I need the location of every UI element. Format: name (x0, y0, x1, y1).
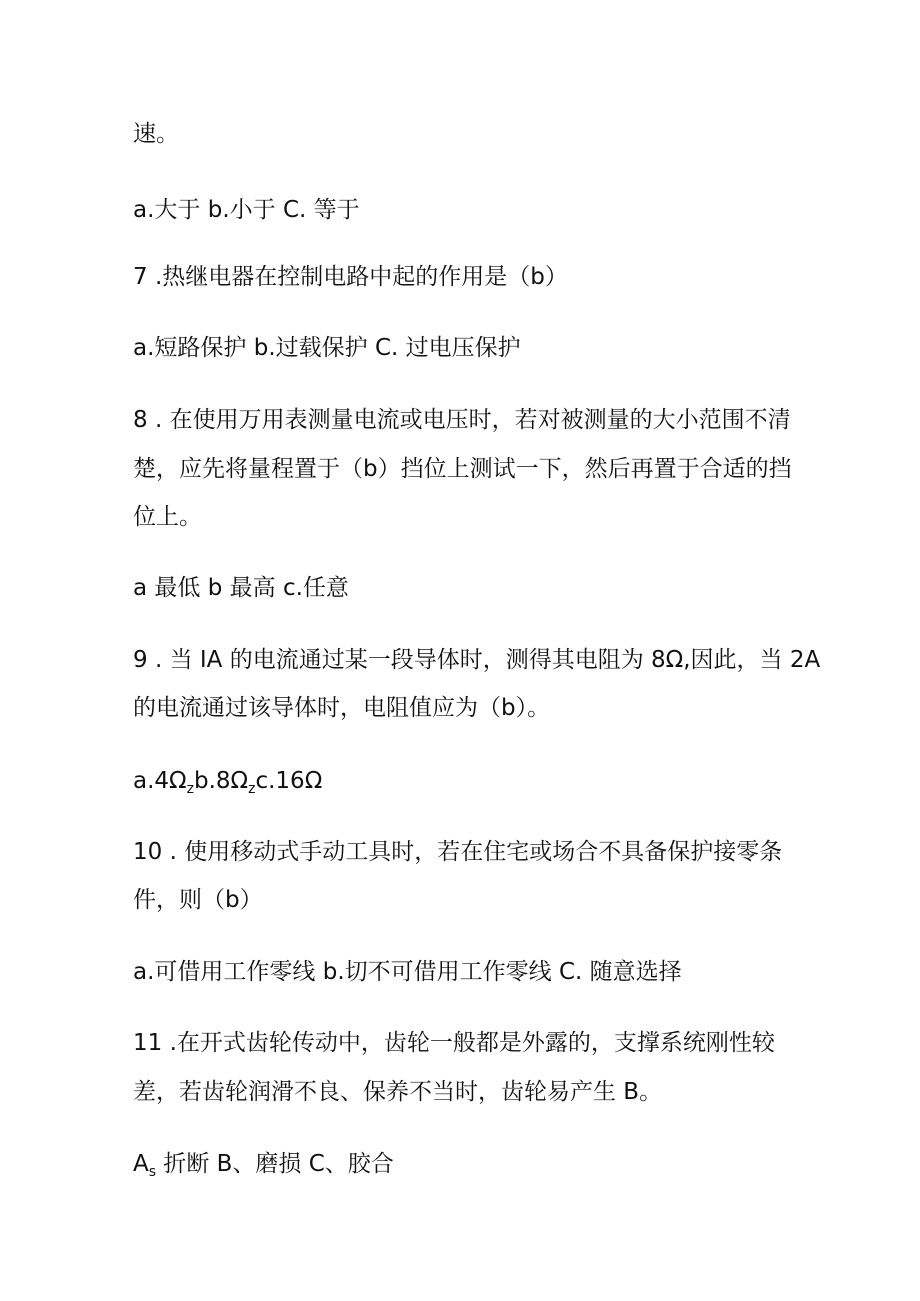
text-line-8: a 最低 b 最高 c.任意 (133, 575, 349, 601)
text-line-7: 位上。 (133, 504, 202, 530)
subscript-3: s (148, 1164, 157, 1180)
text-part-2: b.8Ω (193, 768, 249, 794)
text-part-1: a.4Ω (133, 768, 187, 794)
subscript-1: z (186, 781, 194, 797)
text-part-5: 折断 B、磨损 C、胶合 (156, 1151, 394, 1177)
text-line-15: 11 .在开式齿轮传动中，齿轮一般都是外露的，支撑系统刚性较 (133, 1030, 775, 1056)
text-part-3: c.16Ω (255, 768, 323, 794)
text-line-5: 8 . 在使用万用表测量电流或电压时，若对被测量的大小范围不清 (133, 407, 791, 433)
text-line-6: 楚，应先将量程置于（b）挡位上测试一下，然后再置于合适的挡 (133, 456, 792, 482)
text-line-17 (133, 1151, 823, 1185)
text-line-13: 件，则（b） (133, 887, 263, 913)
text-line-4: a.短路保护 b.过载保护 C. 过电压保护 (133, 335, 521, 361)
text-line-1: 速。 (133, 121, 179, 147)
text-line-11 (133, 768, 823, 802)
text-line-10: 的电流通过该导体时，电阻值应为（b）。 (133, 695, 551, 721)
text-line-12: 10 . 使用移动式手动工具时，若在住宅或场合不具备保护接零条 (133, 839, 783, 865)
text-line-3: 7 .热继电器在控制电路中起的作用是（b） (133, 264, 568, 290)
text-line-16: 差，若齿轮润滑不良、保养不当时，齿轮易产生 B。 (133, 1079, 663, 1105)
text-line-9: 9 . 当 IA 的电流通过某一段导体时，测得其电阻为 8Ω,因此，当 2A (133, 647, 821, 673)
text-line-2: a.大于 b.小于 C. 等于 (133, 197, 360, 223)
subscript-2: z (248, 781, 256, 797)
text-part-4: A (133, 1151, 149, 1177)
text-line-14: a.可借用工作零线 b.切不可借用工作零线 C. 随意选择 (133, 959, 682, 985)
